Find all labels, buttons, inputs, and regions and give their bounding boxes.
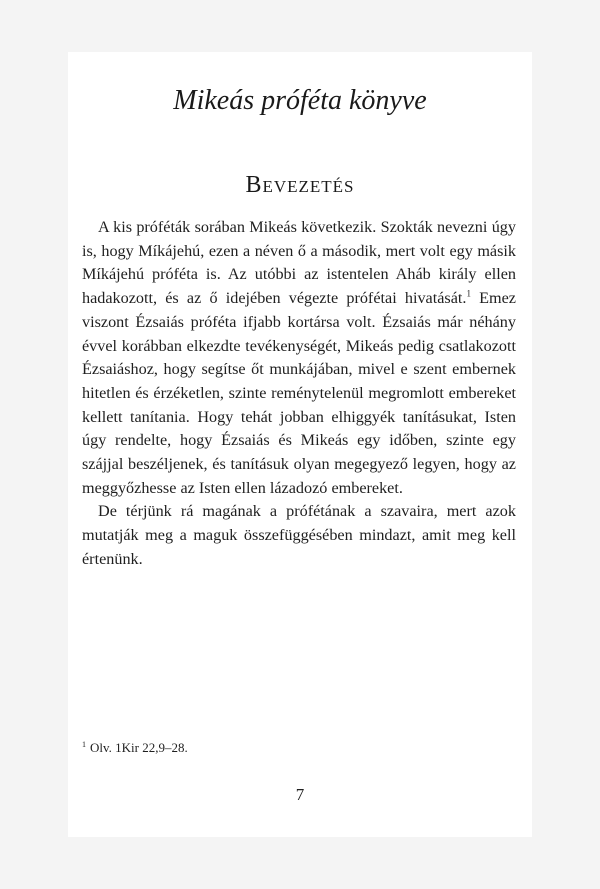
paragraph-2: De térjünk rá magának a prófétának a szavaira, mert azok mutatják meg a maguk összefüggésében mindazt, amit meg kell értenünk. xyxy=(82,502,516,568)
footnote-reference: 1 xyxy=(466,288,471,299)
footnote xyxy=(82,740,516,756)
paragraph-1-text-a: A kis próféták sorában Mikeás következik. Szokták nevezni úgy is, hogy Míkájehú, ezen a néven ő a második, mert volt egy másik Míkájehú próféta is. Az utóbbi az istentelen Aháb király ellen hadakozott, és az ő idejében végezte prófétai hivatását. xyxy=(82,218,516,308)
chapter-title: Bevezetés xyxy=(245,172,355,198)
footnote-text: Olv. 1Kir 22,9–28. xyxy=(90,740,188,755)
paragraph-1-text-b: Emez viszont Ézsaiás próféta ifjabb kortársa volt. Ézsaiás már néhány évvel korábban elkezdte tevékenységét, Mikeás pedig csatlakozott Ézsaiáshoz, hogy segítse őt munkájában, mivel e szent embernek hitetlen és érzéketlen, szinte reménytelenül megromlott embereket kellett tanítania. Hogy tehát jobban elhiggyék tanításukat, Isten úgy rendelte, hogy Ézsaiás és Mikeás egy időben, szinte egy szájjal beszéljenek, és tanításuk olyan megegyező legyen, hogy az meggyőzhesse az Isten ellen lázadozó embereket. xyxy=(82,289,516,497)
page-number: 7 xyxy=(295,785,305,804)
book-title: Mikeás próféta könyve xyxy=(173,85,427,116)
book-page xyxy=(68,52,532,837)
footnote-marker: 1 xyxy=(82,739,86,749)
paragraph-1 xyxy=(82,216,516,500)
body-text xyxy=(82,216,516,572)
